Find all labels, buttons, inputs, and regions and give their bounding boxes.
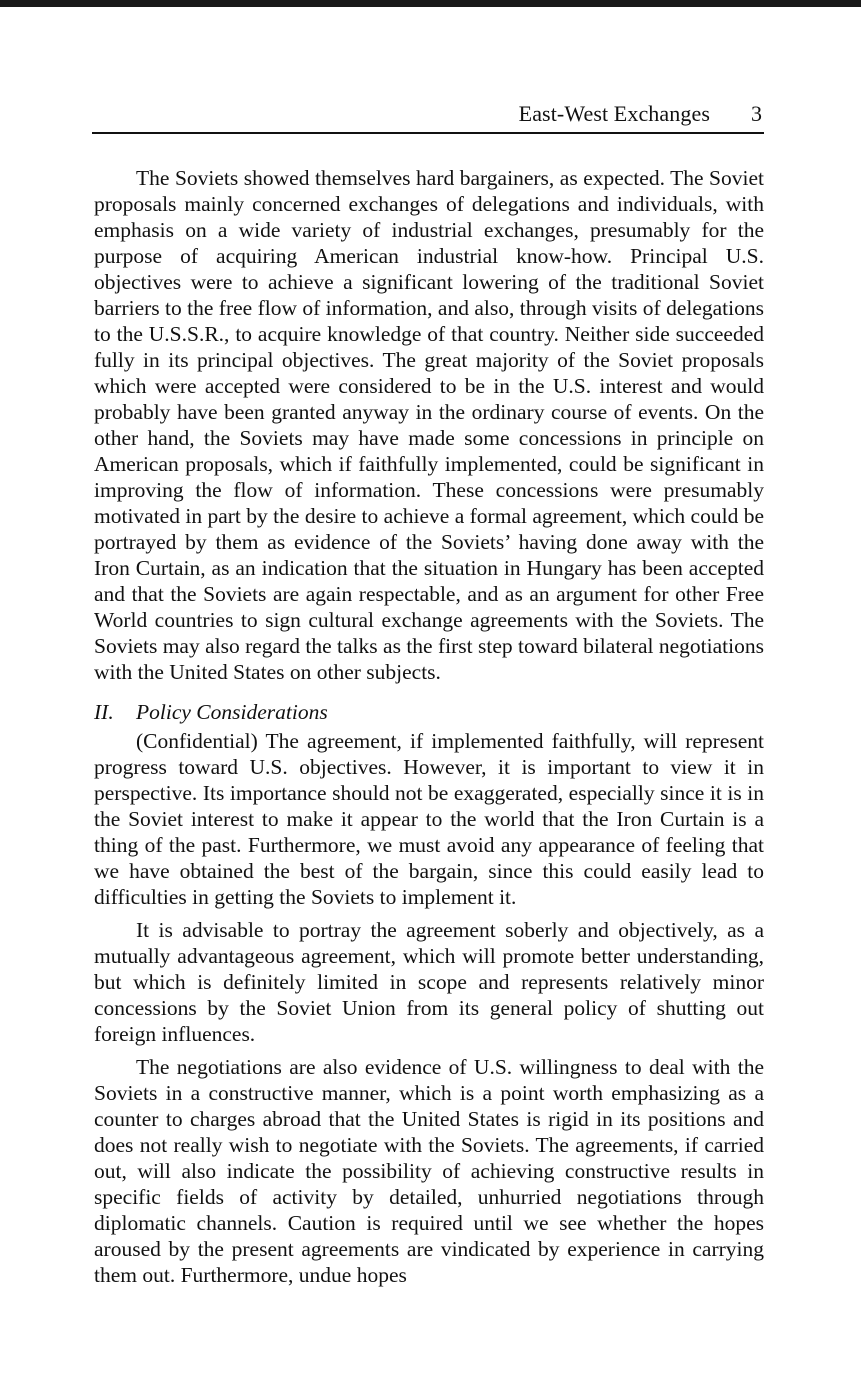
section-title: Policy Considerations [136, 700, 328, 724]
paragraph-spacer [94, 910, 764, 917]
paragraph-willingness: The negotiations are also evidence of U.S. willingness to deal with the Soviets in a constructive manner, which is a point worth emphasizing as a counter to charges abroad that the United States is rigid in its positions and does not really wish to negotiate with the Soviets. The agreements, if carried out, will also indicate the possibility of achieving constructive results in specific fields of activity by detailed, unhurried negotiations through diplomatic channels. Caution is required until we see whether the hopes aroused by the present agreements are vindicated by experience in carrying them out. Furthermore, undue hopes [94, 1055, 764, 1287]
paragraph-confidential: (Confidential) The agreement, if implemented faithfully, will represent progress toward U.S. objectives. However, it is important to view it in perspective. Its importance should not be exaggerated, especially since it is in the Soviet interest to make it appear to the world that the Iron Curtain is a thing of the past. Furthermore, we must avoid any appearance of feeling that we have obtained the best of the bargain, since this could easily lead to difficulties in getting the Soviets to implement it. [94, 729, 764, 909]
paragraph-portrayal: It is advisable to portray the agreement soberly and objectively, as a mutually advantageous agreement, which will promote better understanding, but which is definitely limited in scope and represents relatively minor concessions by the Soviet Union from its general policy of shutting out foreign influences. [94, 918, 764, 1046]
body-text [94, 165, 764, 1288]
paragraph-negotiation-outcome: The Soviets showed themselves hard bargainers, as expected. The Soviet proposals mainly concerned exchanges of delegations and individuals, with emphasis on a wide variety of industrial exchanges, presumably for the purpose of acquiring American industrial know-how. Principal U.S. objectives were to achieve a significant lowering of the traditional Soviet barriers to the free flow of information, and also, through visits of delegations to the U.S.S.R., to acquire knowledge of that country. Neither side succeeded fully in its principal objectives. The great majority of the Soviet proposals which were accepted were considered to be in the U.S. interest and would probably have been granted anyway in the ordinary course of events. On the other hand, the Soviets may have made some concessions in principle on American proposals, which if faithfully implemented, could be significant in improving the flow of information. These concessions were presumably motivated in part by the desire to achieve a formal agreement, which could be portrayed by them as evidence of the Soviets’ having done away with the Iron Curtain, as an indication that the situation in Hungary has been accepted and that the Soviets are again respectable, and as an argument for other Free World countries to sign cultural exchange agreements with the Soviets. The Soviets may also regard the talks as the first step toward bilateral negotiations with the United States on other subjects. [94, 166, 764, 684]
section-heading [94, 699, 764, 725]
paragraph-spacer [94, 1047, 764, 1054]
scan-edge [0, 0, 861, 7]
running-title: East-West Exchanges [518, 101, 710, 126]
section-spacer [94, 685, 764, 699]
page-number: 3 [751, 101, 762, 126]
running-head [92, 100, 764, 134]
section-number: II. [94, 700, 114, 724]
